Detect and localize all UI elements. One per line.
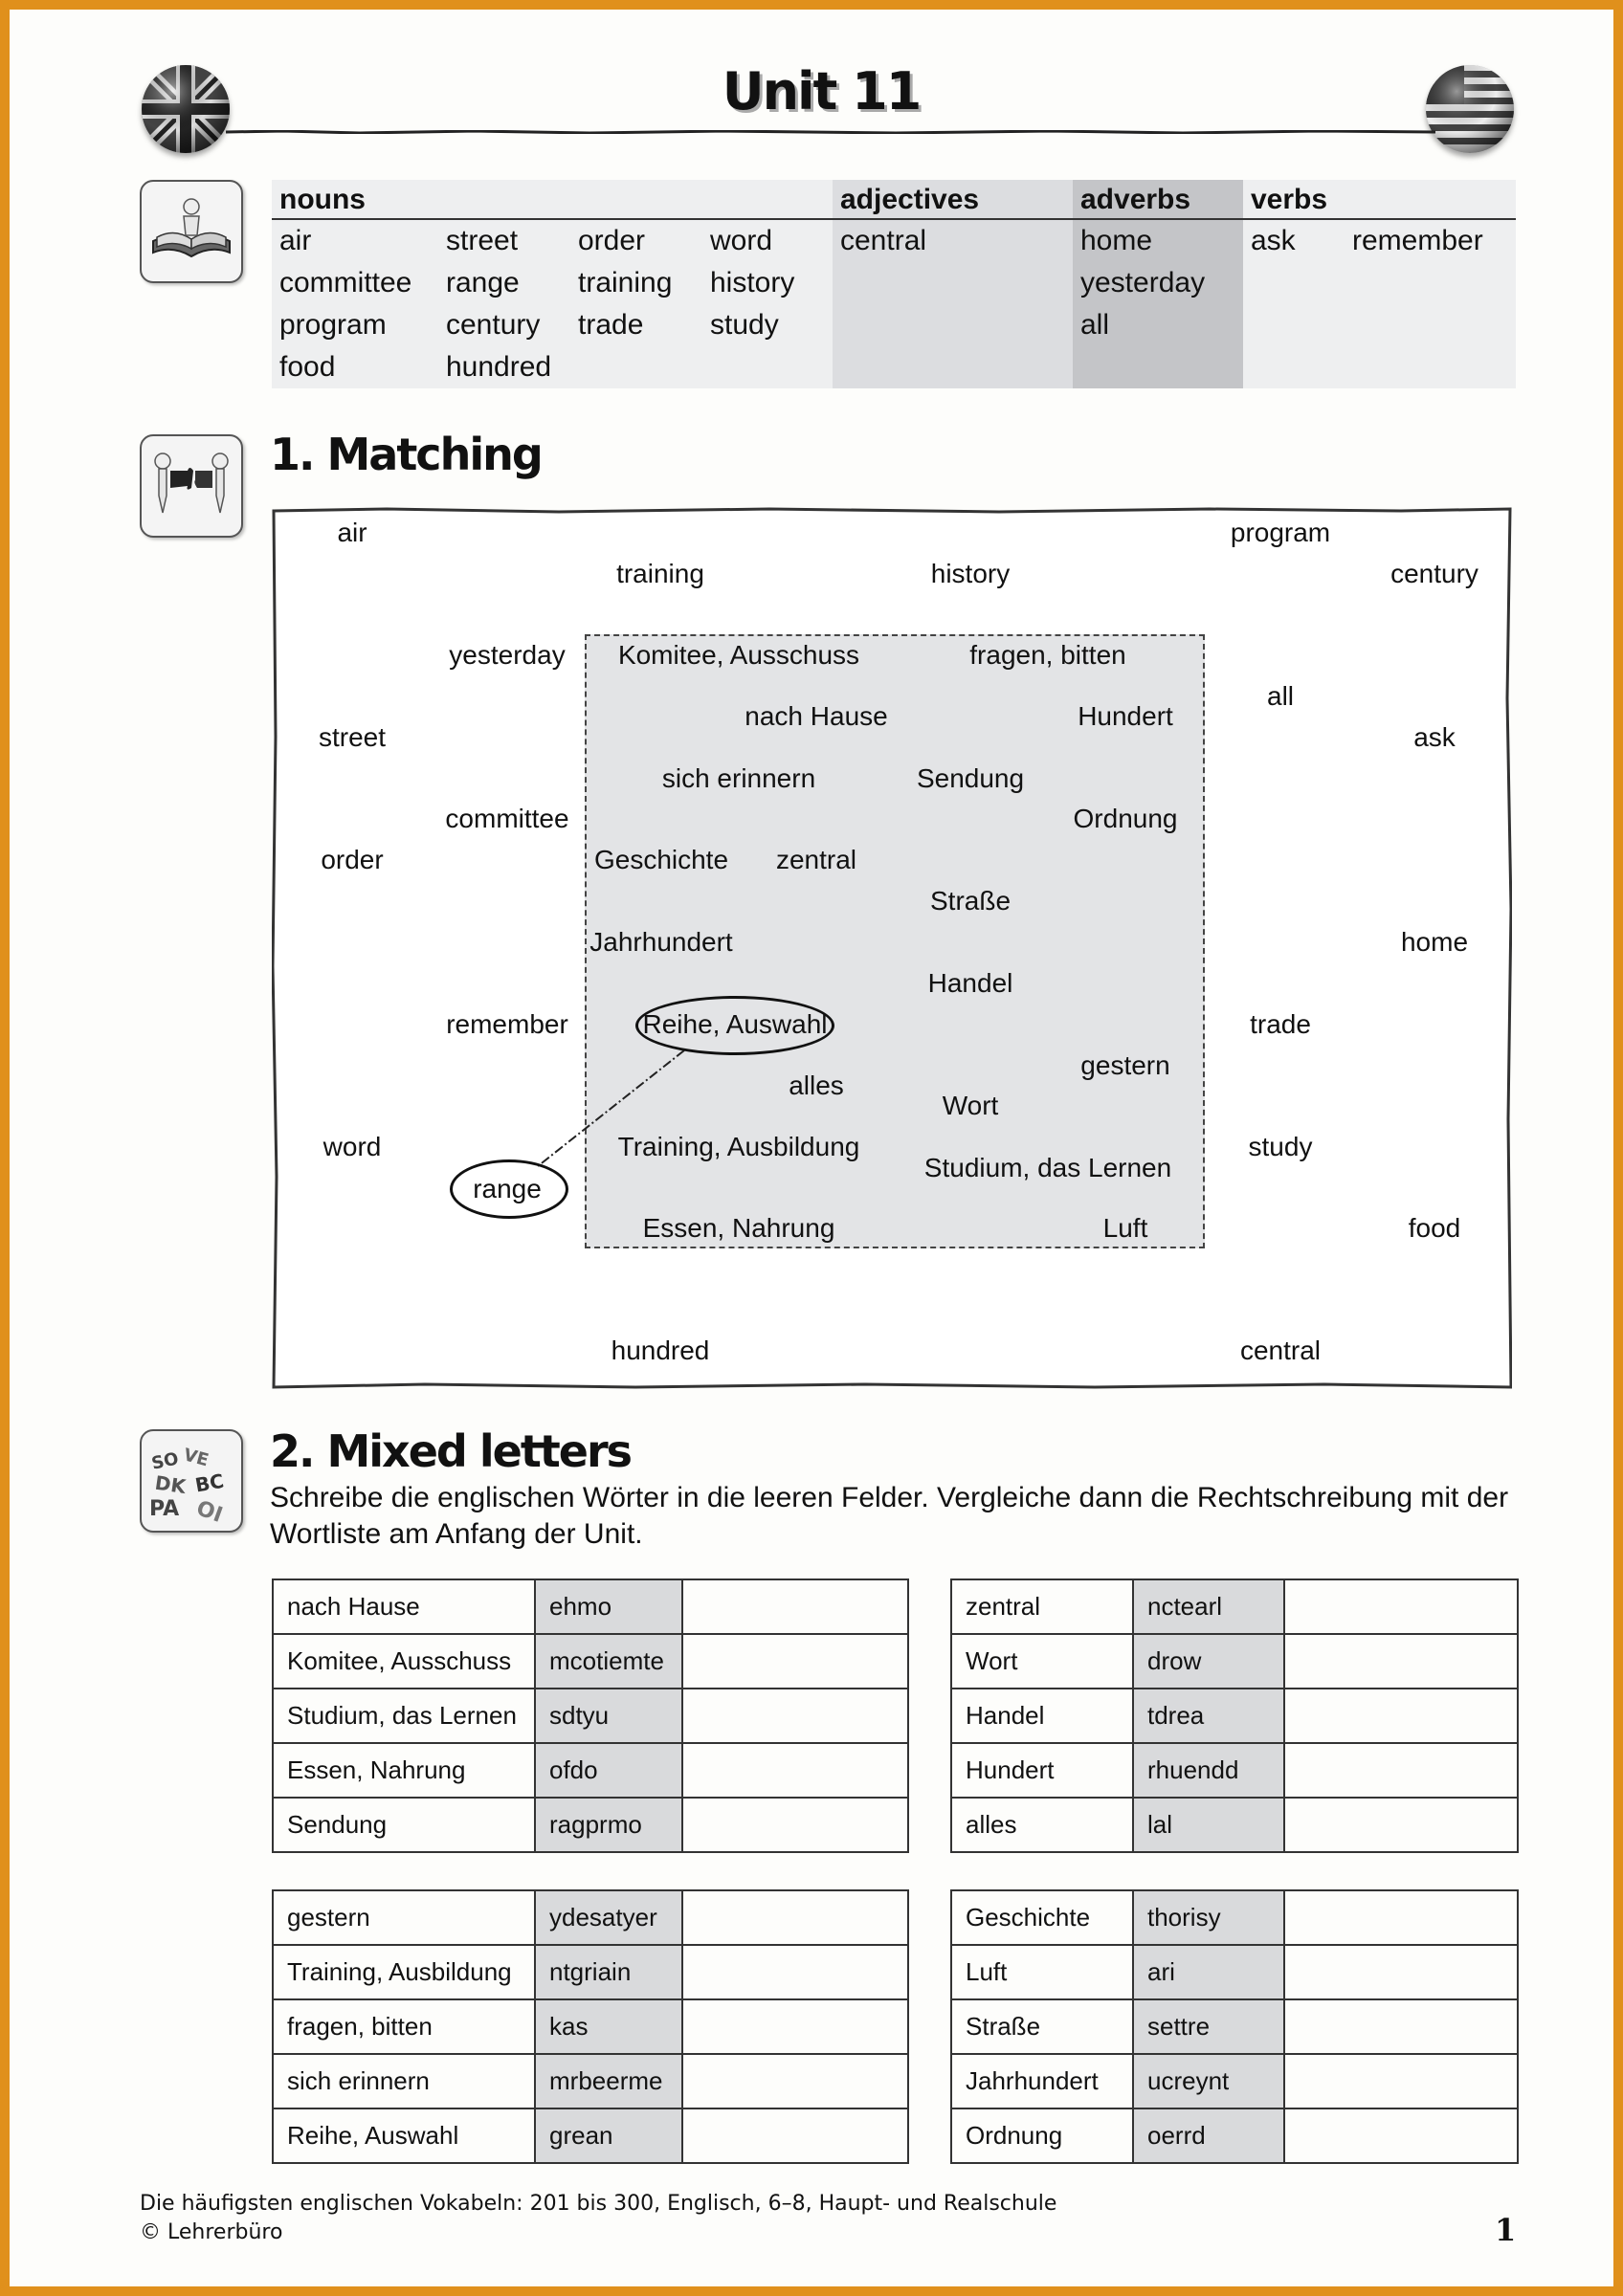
match-word-training[interactable]: training [616,559,704,588]
german-word: Reihe, Auswahl [273,2108,535,2163]
table-row [273,1634,908,1689]
translation-gestern[interactable]: gestern [1080,1050,1170,1080]
answer-field[interactable] [1284,2054,1518,2108]
answer-field[interactable] [1284,1579,1518,1634]
scrambled-word: drow [1133,1634,1284,1689]
vocab-word: word [710,225,773,256]
answer-field[interactable] [1284,1743,1518,1798]
adjectives-header: adjectives [833,180,1073,220]
german-word: Luft [951,1945,1133,1999]
vocab-word: century [446,309,541,341]
scrambled-word: ofdo [535,1743,682,1798]
vocab-word: yesterday [1080,267,1206,298]
title-underline [226,130,1435,134]
match-word-trade[interactable]: trade [1250,1009,1311,1039]
match-word-hundred[interactable]: hundred [611,1336,710,1365]
answer-field[interactable] [682,1798,908,1852]
german-word: Hundert [951,1743,1133,1798]
answer-field[interactable] [682,2054,908,2108]
table-row [273,1579,908,1634]
adverbs-header: adverbs [1073,180,1243,220]
german-word: Essen, Nahrung [273,1743,535,1798]
translation-wort[interactable]: Wort [942,1091,999,1120]
german-word: Straße [951,1999,1133,2054]
german-word: Handel [951,1689,1133,1743]
answer-field[interactable] [682,1945,908,1999]
page-number: 1 [1495,2212,1517,2248]
svg-text:SO: SO [149,1448,181,1474]
table-row [951,1579,1518,1634]
verbs-column [1243,180,1516,388]
footer-source: Die häufigsten englischen Vokabeln: 201 bis 300, Englisch, 6–8, Haupt- und Realschule [140,2192,1057,2216]
translation-reihe[interactable]: Reihe, Auswahl [642,1009,828,1039]
vocab-word: street [446,225,519,256]
scrambled-word: lal [1133,1798,1284,1852]
translation-fragen[interactable]: fragen, bitten [969,640,1126,670]
mixed-letters-instruction: Schreibe die englischen Wörter in die leeren Felder. Vergleiche dann die Rechtschreibung mit der Wortliste am Anfang der Unit. [270,1482,1509,1550]
table-row [951,2108,1518,2163]
adverbs-column [1073,180,1243,388]
translation-geschichte[interactable]: Geschichte [593,845,729,874]
german-word: Ordnung [951,2108,1133,2163]
scrambled-word: ucreynt [1133,2054,1284,2108]
german-word: Komitee, Ausschuss [273,1634,535,1689]
german-word: fragen, bitten [273,1999,535,2054]
scrambled-word: nctearl [1133,1579,1284,1634]
match-word-yesterday[interactable]: yesterday [449,640,566,670]
svg-text:OI: OI [192,1496,226,1528]
answer-field[interactable] [682,1689,908,1743]
table-row [951,1634,1518,1689]
vocab-word: food [279,351,336,383]
answer-field[interactable] [1284,2108,1518,2163]
book-icon [140,180,243,283]
match-word-program[interactable]: program [1230,518,1331,547]
answer-field[interactable] [682,1634,908,1689]
match-word-committee[interactable]: committee [445,804,569,833]
answer-field[interactable] [1284,1999,1518,2054]
nouns-column [272,180,833,388]
verbs-header: verbs [1243,180,1516,220]
svg-text:PA: PA [149,1497,180,1521]
answer-field[interactable] [682,2108,908,2163]
match-word-order[interactable]: order [321,845,384,874]
mixed-table-2 [950,1578,1519,1853]
table-row [273,1890,908,1945]
scrambled-word: mcotiemte [535,1634,682,1689]
german-word: Wort [951,1634,1133,1689]
table-row [273,1999,908,2054]
scrambled-word: grean [535,2108,682,2163]
german-word: gestern [273,1890,535,1945]
answer-field[interactable] [682,1579,908,1634]
match-word-century[interactable]: century [1390,559,1478,588]
translation-sich-erinnern[interactable]: sich erinnern [661,763,816,793]
footer-copyright: © Lehrerbüro [140,2220,283,2244]
scrambled-word: ehmo [535,1579,682,1634]
scrambled-word: ydesatyer [535,1890,682,1945]
table-row [951,1945,1518,1999]
table-row [951,1890,1518,1945]
german-word: nach Hause [273,1579,535,1634]
mixed-letters-title: 2. Mixed letters [270,1425,632,1477]
match-word-home[interactable]: home [1400,927,1469,957]
table-row [273,1689,908,1743]
match-word-air[interactable]: air [337,518,367,547]
mixed-table-3 [272,1889,909,2164]
answer-field[interactable] [1284,1890,1518,1945]
table-row [273,1743,908,1798]
translation-studium[interactable]: Studium, das Lernen [923,1153,1172,1182]
answer-field[interactable] [682,1890,908,1945]
translation-training[interactable]: Training, Ausbildung [617,1132,860,1161]
adjectives-column [833,180,1073,388]
german-word: Geschichte [951,1890,1133,1945]
table-row [951,1689,1518,1743]
translation-essen[interactable]: Essen, Nahrung [642,1213,835,1243]
german-word: Jahrhundert [951,2054,1133,2108]
match-word-study[interactable]: study [1248,1132,1313,1161]
scrambled-letters-icon [140,1429,243,1533]
puzzle-figures-icon [140,434,243,538]
translation-zentral[interactable]: zentral [775,845,857,874]
match-word-street[interactable]: street [318,722,387,752]
german-word: sich erinnern [273,2054,535,2108]
answer-field[interactable] [1284,1689,1518,1743]
vocabulary-table [272,180,1516,388]
match-word-all[interactable]: all [1266,681,1295,711]
svg-text:DK: DK [153,1470,188,1498]
scrambled-word: sdtyu [535,1689,682,1743]
german-word: Studium, das Lernen [273,1689,535,1743]
answer-field[interactable] [1284,1634,1518,1689]
matching-title: 1. Matching [270,429,542,480]
vocab-word: hundred [446,351,552,383]
mixed-table-1 [272,1578,909,1853]
match-word-remember[interactable]: remember [446,1009,568,1039]
vocab-word: history [710,267,795,298]
svg-text:VE: VE [181,1445,211,1471]
table-row [273,2108,908,2163]
vocab-word: home [1080,225,1153,256]
vocab-word: order [578,225,646,256]
scrambled-word: ragprmo [535,1798,682,1852]
german-word: Training, Ausbildung [273,1945,535,1999]
scrambled-word: ntgriain [535,1945,682,1999]
scrambled-word: thorisy [1133,1890,1284,1945]
translation-luft[interactable]: Luft [1102,1213,1148,1243]
translation-nach-hause[interactable]: nach Hause [745,701,888,731]
match-word-word[interactable]: word [322,1132,382,1161]
match-word-ask[interactable]: ask [1413,722,1456,752]
match-word-food[interactable]: food [1408,1213,1461,1243]
vocab-word: air [279,225,312,256]
vocab-word: remember [1352,225,1483,256]
scrambled-word: settre [1133,1999,1284,2054]
scrambled-word: kas [535,1999,682,2054]
german-word: alles [951,1798,1133,1852]
table-row [273,2054,908,2108]
vocab-word: all [1080,309,1110,341]
scrambled-word: oerrd [1133,2108,1284,2163]
table-row [951,2054,1518,2108]
translation-ordnung[interactable]: Ordnung [1073,804,1178,833]
mixed-table-4 [950,1889,1519,2164]
svg-text:BC: BC [193,1468,226,1497]
answer-field[interactable] [682,1743,908,1798]
table-row [951,1798,1518,1852]
table-row [273,1798,908,1852]
translation-hundert[interactable]: Hundert [1078,701,1173,731]
scrambled-word: tdrea [1133,1689,1284,1743]
scrambled-word: ari [1133,1945,1284,1999]
vocab-word: training [578,267,673,298]
german-word: Sendung [273,1798,535,1852]
translation-handel[interactable]: Handel [927,968,1013,998]
table-row [273,1945,908,1999]
german-word: zentral [951,1579,1133,1634]
translation-strasse[interactable]: Straße [929,886,1012,916]
translation-alles[interactable]: alles [789,1071,844,1100]
table-row [951,1999,1518,2054]
table-row [951,1743,1518,1798]
match-word-range[interactable]: range [473,1174,542,1203]
answer-field[interactable] [682,1999,908,2054]
nouns-header: nouns [272,180,833,220]
answer-field[interactable] [1284,1798,1518,1852]
vocab-word: central [840,225,927,256]
answer-field[interactable] [1284,1945,1518,1999]
translation-jahrhundert[interactable]: Jahrhundert [589,927,733,957]
translation-komitee[interactable]: Komitee, Ausschuss [617,640,860,670]
scrambled-word: rhuendd [1133,1743,1284,1798]
vocab-word: ask [1251,225,1296,256]
vocab-word: study [710,309,779,341]
page-title: Unit 11 [722,61,921,121]
vocab-word: program [279,309,387,341]
vocab-word: trade [578,309,644,341]
match-word-central[interactable]: central [1239,1336,1322,1365]
scrambled-word: mrbeerme [535,2054,682,2108]
vocab-word: committee [279,267,412,298]
translation-sendung[interactable]: Sendung [916,763,1025,793]
match-word-history[interactable]: history [930,559,1011,588]
vocab-word: range [446,267,520,298]
